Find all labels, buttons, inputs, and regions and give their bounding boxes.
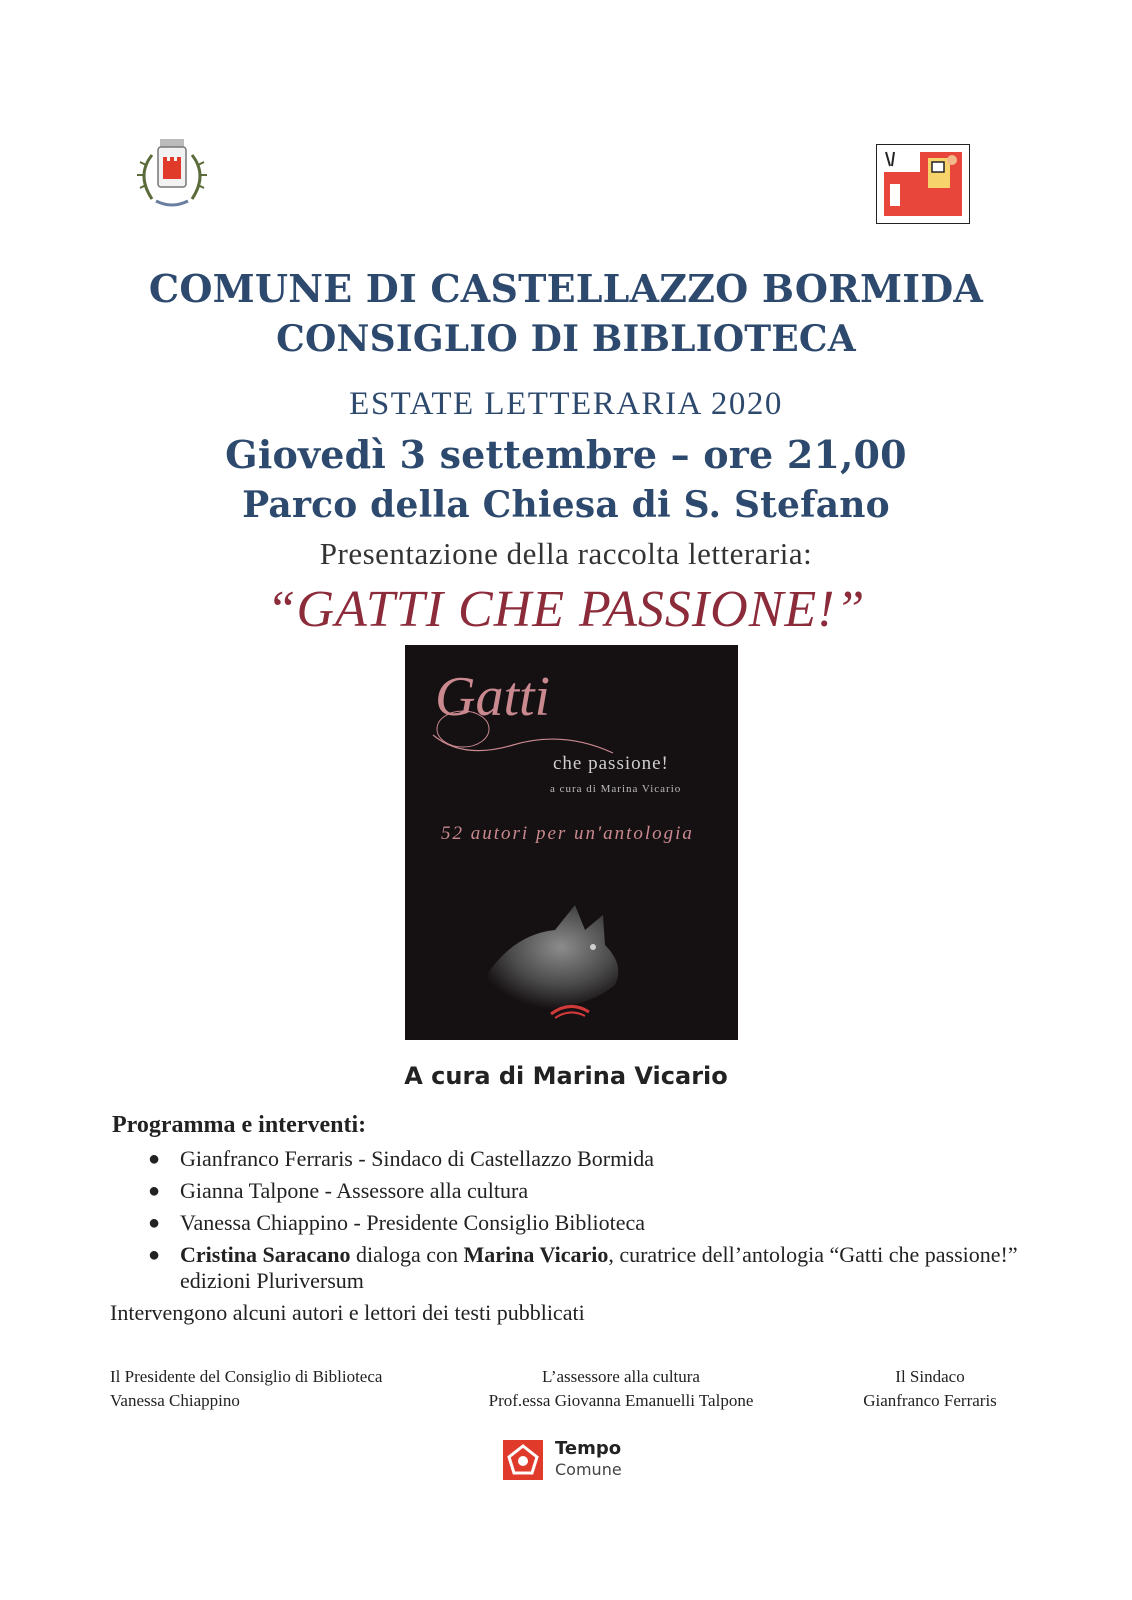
closing-note: Intervengono alcuni autori e lettori dei testi pubblicati — [110, 1300, 585, 1325]
program-item-text: Vanessa Chiappino - Presidente Consiglio Biblioteca — [180, 1210, 645, 1235]
list-item — [148, 1146, 1048, 1172]
tempo-comune-logo-icon — [503, 1440, 543, 1480]
signature-role: Il Sindaco — [895, 1367, 965, 1386]
bullet-icon: ● — [148, 1244, 161, 1266]
program-item-text: Gianna Talpone - Assessore alla cultura — [180, 1178, 529, 1203]
event-intro: Presentazione della raccolta letteraria: — [319, 536, 813, 571]
signature-president — [110, 1365, 382, 1413]
signature-role: Il Presidente del Consiglio di Biblioteca — [110, 1367, 383, 1386]
cover-subtitle: che passione! — [553, 753, 669, 774]
organizer-title: COMUNE DI CASTELLAZZO BORMIDA — [148, 266, 984, 311]
cover-curator: a cura di Marina Vicario — [550, 783, 682, 795]
signature-name: Gianfranco Ferraris — [863, 1391, 997, 1410]
program-item-speaker: Cristina Saracano — [180, 1242, 351, 1267]
bullet-icon: ● — [148, 1180, 161, 1202]
signature-assessor — [456, 1365, 786, 1413]
event-venue: Parco della Chiesa di S. Stefano — [242, 484, 890, 526]
program-list — [148, 1146, 1048, 1300]
library-logo-icon — [876, 144, 970, 224]
list-item — [148, 1242, 1048, 1294]
book-cover-image — [405, 645, 738, 1040]
list-item — [148, 1210, 1048, 1236]
cover-script-title: Gatti — [435, 666, 551, 728]
tempo-comune-logo — [555, 1438, 622, 1480]
organizer-subtitle: CONSIGLIO DI BIBLIOTECA — [276, 318, 856, 360]
municipal-crest-icon — [122, 135, 222, 223]
signature-name: Vanessa Chiappino — [110, 1391, 240, 1410]
list-item — [148, 1178, 1048, 1204]
curator-line: A cura di Marina Vicario — [404, 1062, 728, 1090]
program-item-connector: dialoga con — [350, 1242, 464, 1267]
program-item-text: , curatrice dell’antologia “Gatti che passione!” edizioni Pluriversum — [180, 1242, 1018, 1293]
event-series: ESTATE LETTERARIA 2020 — [349, 386, 783, 422]
bullet-icon: ● — [148, 1212, 161, 1234]
event-datetime: Giovedì 3 settembre – ore 21,00 — [225, 432, 907, 477]
program-item-text: Gianfranco Ferraris - Sindaco di Castellazzo Bormida — [180, 1146, 655, 1171]
bullet-icon: ● — [148, 1148, 161, 1170]
cat-silhouette-icon — [465, 875, 645, 1015]
signature-role: L’assessore alla cultura — [542, 1367, 700, 1386]
signature-name: Prof.essa Giovanna Emanuelli Talpone — [488, 1391, 754, 1410]
program-item-curator: Marina Vicario — [463, 1242, 609, 1267]
program-title: Programma e interventi: — [112, 1112, 367, 1138]
publisher-logo-icon — [545, 1000, 595, 1024]
logo-line-2: Comune — [555, 1460, 622, 1479]
book-title: “GATTI CHE PASSIONE!” — [266, 581, 866, 638]
logo-line-1: Tempo — [555, 1438, 622, 1459]
cover-tagline: 52 autori per un'antologia — [441, 823, 694, 844]
signature-mayor — [840, 1365, 1020, 1413]
